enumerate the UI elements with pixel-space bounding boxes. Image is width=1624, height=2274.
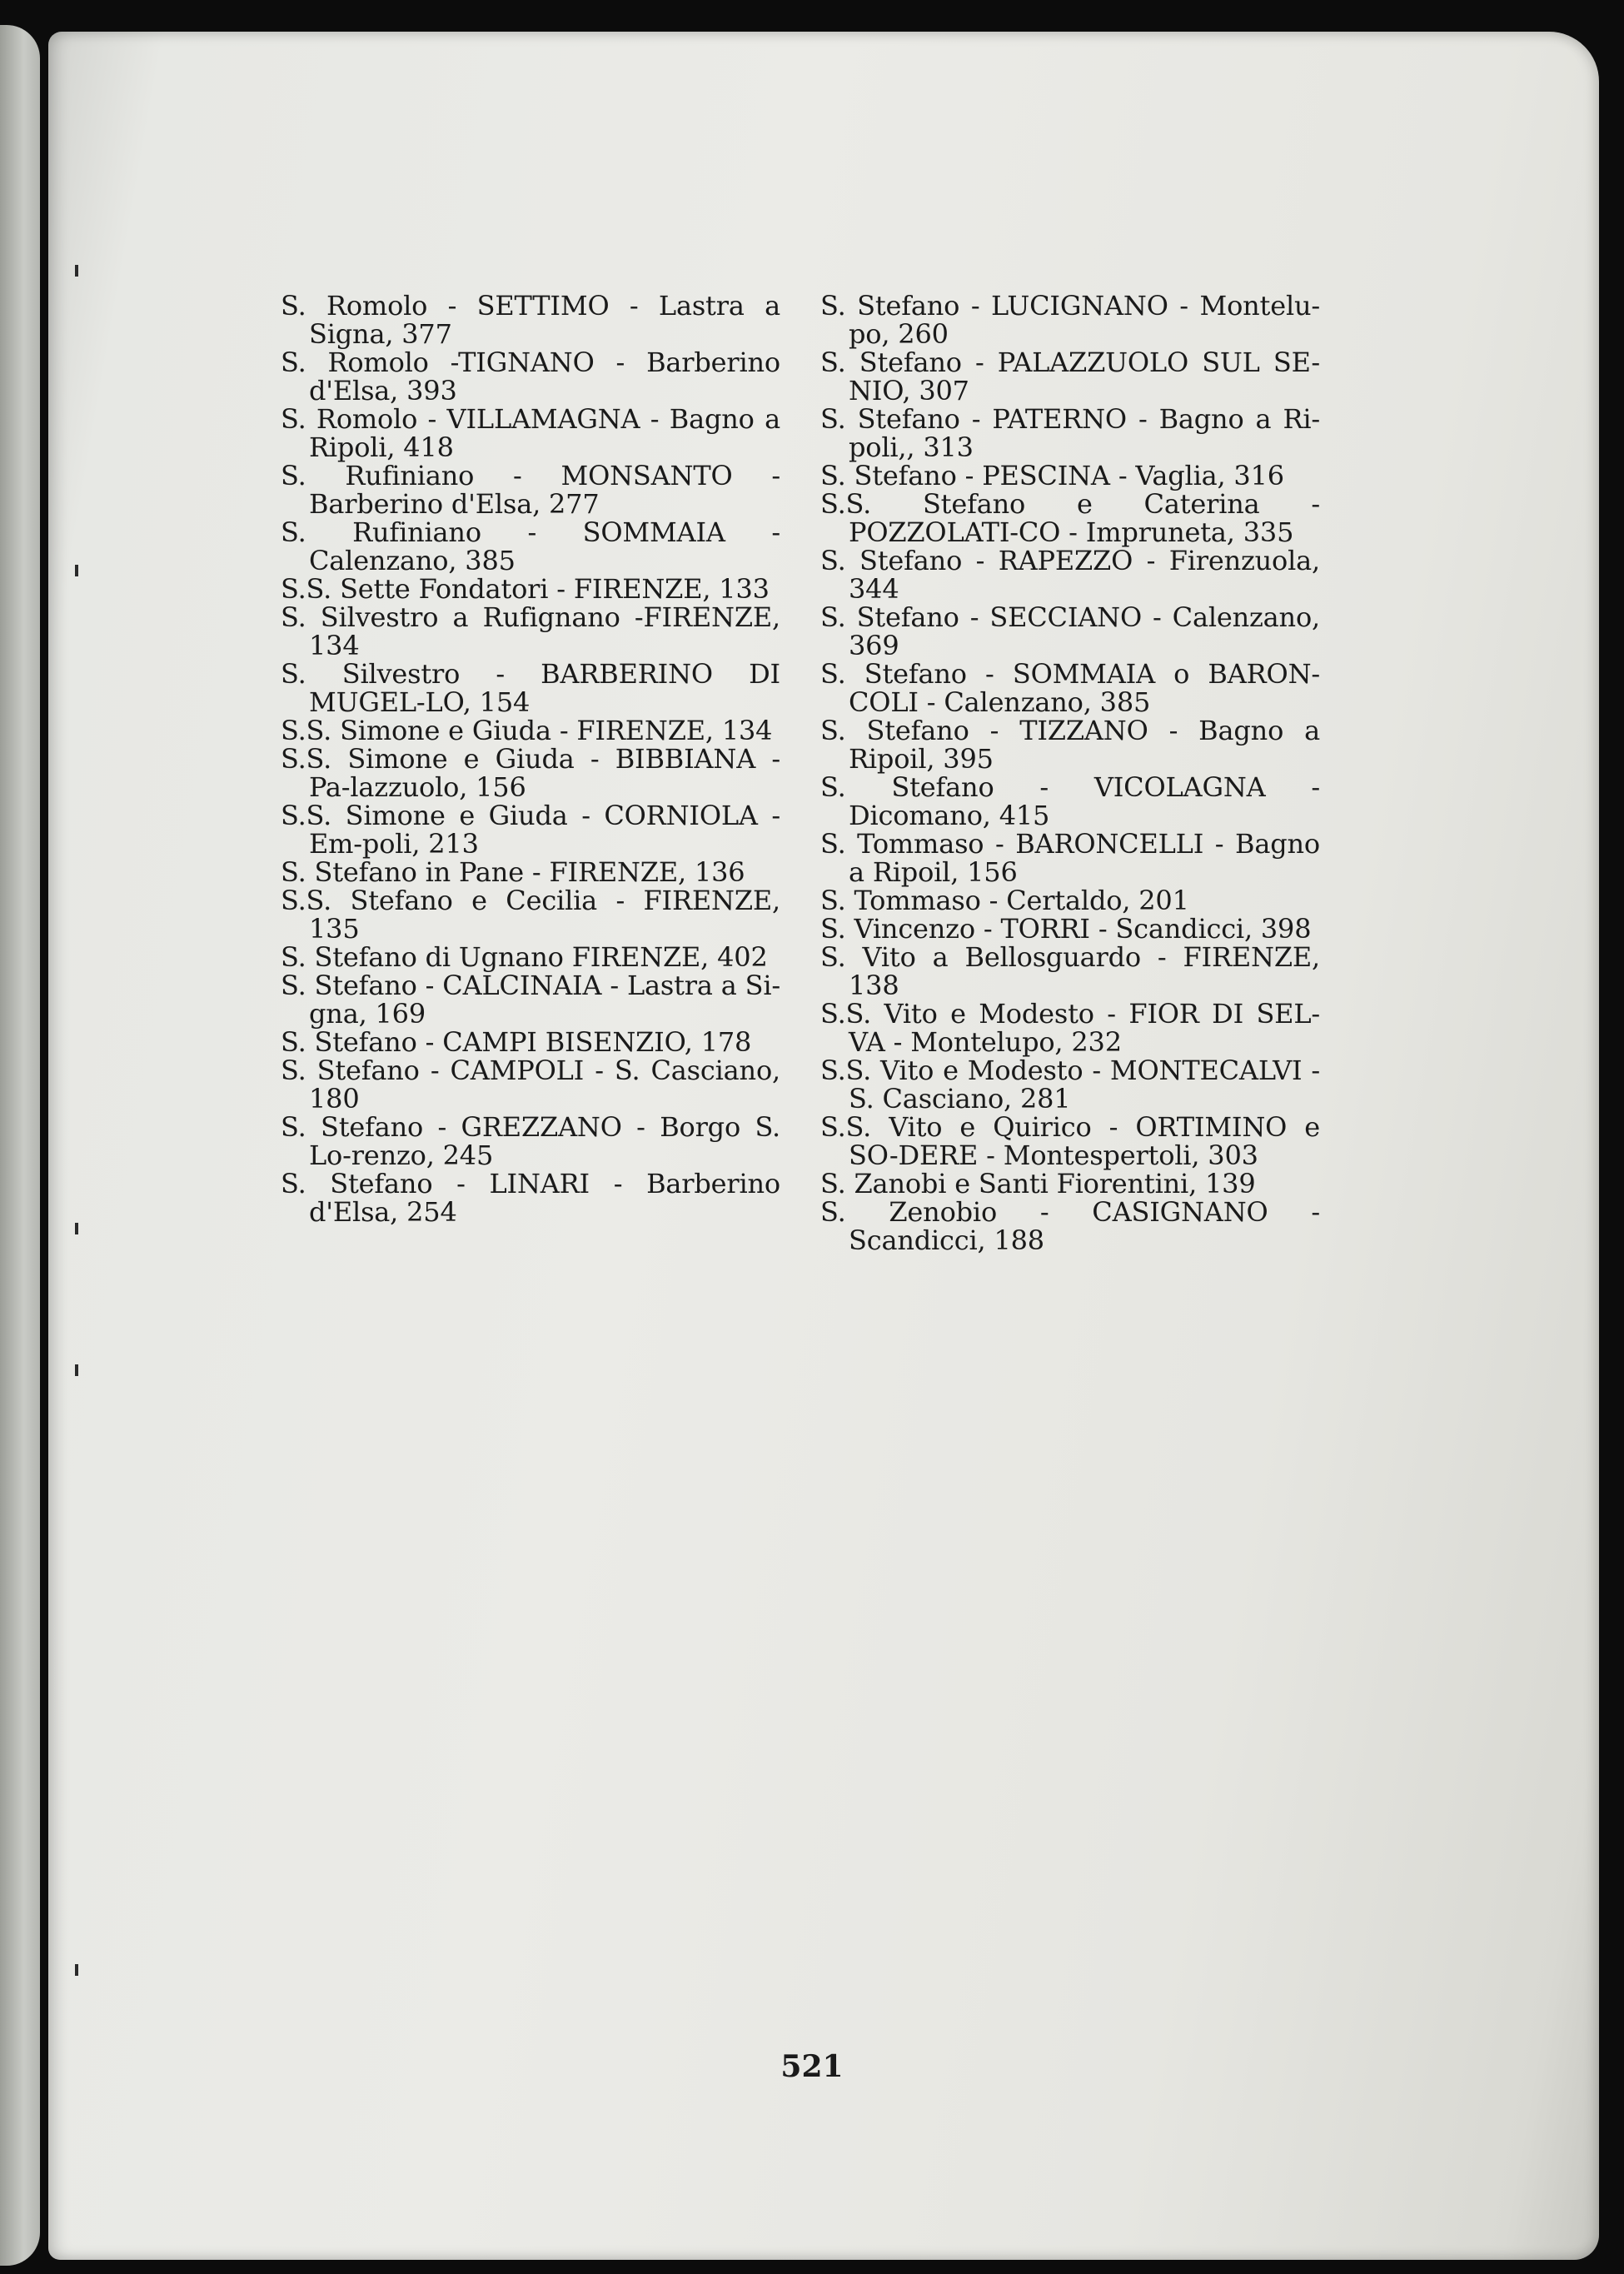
index-entry: S. Silvestro - BARBERINO DI MUGEL-LO, 154 (281, 658, 780, 718)
facing-page-edge (0, 25, 40, 2266)
index-entry: S. Romolo - SETTIMO - Lastra a Signa, 377 (281, 290, 780, 350)
index-entry: S. Stefano - SOMMAIA o BARON-COLI - Calenzano, 385 (820, 658, 1320, 718)
binding-mark (75, 1364, 78, 1376)
index-column-left (281, 292, 780, 1226)
index-entry: S. Vincenzo - TORRI - Scandicci, 398 (820, 913, 1312, 945)
index-entry: S. Stefano - CAMPI BISENZIO, 178 (281, 1026, 752, 1058)
index-entry: S. Tommaso - Certaldo, 201 (820, 885, 1189, 916)
index-entry: S. Vito a Bellosguardo - FIRENZE, 138 (820, 941, 1320, 1001)
index-entry: S. Stefano - CAMPOLI - S. Casciano, 180 (281, 1055, 780, 1115)
binding-mark (75, 1964, 78, 1976)
index-entry: S.S. Stefano e Caterina - POZZOLATI-CO - Impruneta, 335 (820, 488, 1320, 548)
index-entry: S.S. Stefano e Cecilia - FIRENZE, 135 (281, 885, 780, 945)
index-entry: S. Stefano - PALAZZUOLO SUL SE-NIO, 307 (820, 347, 1320, 406)
page-number: 521 (780, 2049, 844, 2084)
index-entry: S.S. Vito e Quirico - ORTIMINO e SO-DERE - Montespertoli, 303 (820, 1111, 1320, 1171)
index-entry: S. Stefano - RAPEZZO - Firenzuola, 344 (820, 545, 1320, 605)
index-entry: S. Silvestro a Rufignano -FIRENZE, 134 (281, 601, 780, 661)
index-entry: S. Stefano - TIZZANO - Bagno a Ripoil, 395 (820, 715, 1320, 775)
index-entry: S.S. Sette Fondatori - FIRENZE, 133 (281, 573, 770, 605)
index-entry: S. Stefano - PESCINA - Vaglia, 316 (820, 460, 1284, 491)
index-entry: S. Stefano - SECCIANO - Calenzano, 369 (820, 601, 1320, 661)
index-entry: S. Tommaso - BARONCELLI - Bagno a Ripoil, 156 (820, 828, 1320, 888)
index-entry: S.S. Simone e Giuda - CORNIOLA - Em-poli, 213 (281, 800, 780, 860)
index-entry: S. Stefano - VICOLAGNA - Dicomano, 415 (820, 771, 1320, 831)
index-entry: S. Zanobi e Santi Fiorentini, 139 (820, 1168, 1256, 1199)
binding-mark (75, 565, 78, 576)
index-entry: S. Stefano in Pane - FIRENZE, 136 (281, 856, 745, 888)
index-entry: S.S. Simone e Giuda - FIRENZE, 134 (281, 715, 773, 746)
index-entry: S. Romolo - VILLAMAGNA - Bagno a Ripoli, 418 (281, 403, 780, 463)
index-entry: S. Stefano - LUCIGNANO - Montelu-po, 260 (820, 290, 1320, 350)
binding-mark (75, 1223, 78, 1234)
index-entry: S. Zenobio - CASIGNANO - Scandicci, 188 (820, 1196, 1320, 1256)
index-entry: S. Stefano - CALCINAIA - Lastra a Si-gna, 169 (281, 970, 780, 1030)
index-column-right (820, 292, 1320, 1254)
index-entry: S. Rufiniano - MONSANTO - Barberino d'Elsa, 277 (281, 460, 780, 520)
index-entry: S. Stefano - PATERNO - Bagno a Ri-poli,, 313 (820, 403, 1320, 463)
index-entry: S. Stefano - LINARI - Barberino d'Elsa, 254 (281, 1168, 780, 1228)
index-entry: S. Stefano - GREZZANO - Borgo S. Lo-renzo, 245 (281, 1111, 780, 1171)
index-entry: S. Stefano di Ugnano FIRENZE, 402 (281, 941, 768, 973)
index-entry: S.S. Vito e Modesto - FIOR DI SEL-VA - Montelupo, 232 (820, 998, 1320, 1058)
index-entry: S.S. Simone e Giuda - BIBBIANA - Pa-lazzuolo, 156 (281, 743, 780, 803)
index-entry: S. Romolo -TIGNANO - Barberino d'Elsa, 393 (281, 347, 780, 406)
index-entry: S. Rufiniano - SOMMAIA - Calenzano, 385 (281, 516, 780, 576)
index-entry: S.S. Vito e Modesto - MONTECALVI - S. Casciano, 281 (820, 1055, 1320, 1115)
binding-mark (75, 265, 78, 277)
